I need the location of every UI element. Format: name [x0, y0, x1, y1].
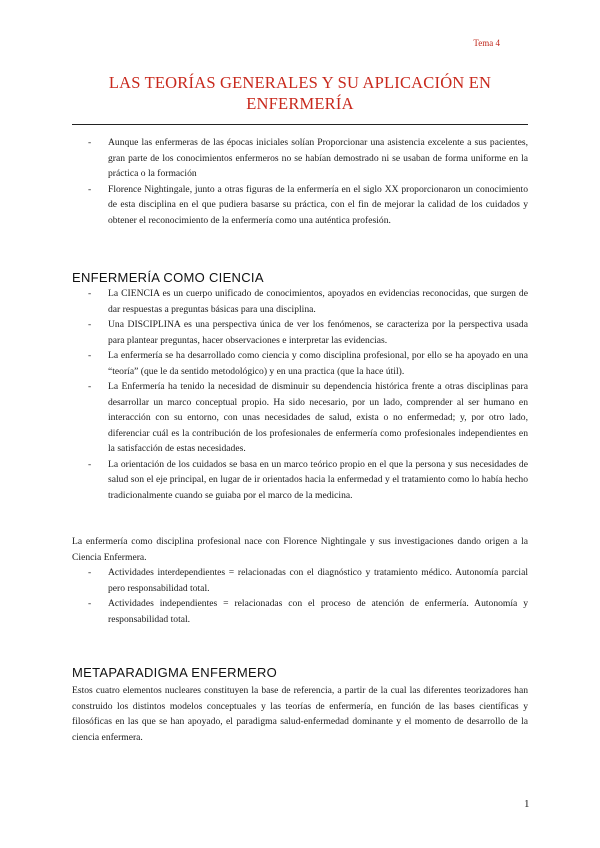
list-item: - La CIENCIA es un cuerpo unificado de conocimientos, apoyados en evidencias reconocidas, que surgen de dar respuestas a preguntas básicas para una disciplina.: [108, 286, 528, 317]
title-divider: [72, 124, 528, 125]
list-item: - Actividades interdependientes = relacionadas con el diagnóstico y tratamiento médico. Autonomía parcial pero responsabilidad total.: [108, 565, 528, 596]
page-title: [70, 72, 530, 114]
page-title-line-1: LAS TEORÍAS GENERALES Y SU APLICACIÓN EN: [108, 73, 492, 92]
section-heading-metaparadigma: [72, 665, 277, 680]
chapter-label: Tema 4: [473, 38, 500, 48]
section-heading-ciencia: [72, 270, 264, 285]
list-item: - La orientación de los cuidados se basa en un marco teórico propio en el que la persona y sus necesidades de salud son el eje principal, en lugar de ir orientados hacia la enfermedad y el tratamiento como lo había hecho tradicionalmente cuando se guiaba por el marco de la medicina.: [108, 457, 528, 504]
intro-section: [72, 135, 528, 228]
list-item: - Actividades independientes = relacionadas con el proceso de atención de enfermería. Autonomía y responsabilidad total.: [108, 596, 528, 627]
ciencia-list: [72, 286, 528, 503]
page-title-line-2: ENFERMERÍA: [246, 94, 354, 113]
list-item: - Florence Nightingale, junto a otras figuras de la enfermería en el siglo XX proporcionaron un conocimiento de esta disciplina en el que pudiera basarse su práctica, con el fin de mejorar la calidad de los cuidados y obtener el reconocimiento de la enfermería como una auténtica profesión.: [108, 182, 528, 229]
ciencia-section: [72, 286, 528, 503]
activities-list: [72, 565, 528, 627]
list-item: - La enfermería se ha desarrollado como ciencia y como disciplina profesional, por ello se ha apoyado en una “teoría” (que le da sentido metodológico) y en una practica (que la hace útil).: [108, 348, 528, 379]
list-item: - Una DISCIPLINA es una perspectiva única de ver los fenómenos, se caracteriza por la perspectiva usada para plantear preguntas, hacer observaciones e interpretar las evidencias.: [108, 317, 528, 348]
section-heading: METAPARADIGMA ENFERMERO: [72, 665, 278, 680]
page-number: 1: [524, 798, 530, 810]
list-item: - Aunque las enfermeras de las épocas iniciales solían Proporcionar una asistencia excelente a sus pacientes, gran parte de los conocimientos enfermeros no se habían demostrado ni se usaban de forma uniforme en la práctica o la formación: [108, 135, 528, 182]
intro-list: [72, 135, 528, 228]
section-heading: ENFERMERÍA COMO CIENCIA: [72, 270, 264, 285]
paragraph: La enfermería como disciplina profesional nace con Florence Nightingale y sus investigaciones dando origen a la Ciencia Enfermera.: [72, 536, 528, 563]
disciplina-paragraph-block: [72, 534, 528, 627]
list-item: - La Enfermería ha tenido la necesidad de disminuir su dependencia histórica frente a otras disciplinas para desarrollar un marco conceptual propio. Ha sido necesario, por un lado, comprender al ser humano en interacción con su entorno, con unas necesidades de salud, exista o no enfermedad; y, por otro lado, diferenciar cuál es la contribución de los profesionales de enfermería como profesionales independientes en la satisfacción de estas necesidades.: [108, 379, 528, 457]
metaparadigma-paragraph: Estos cuatro elementos nucleares constituyen la base de referencia, a partir de la cual las diferentes teorizadores han construido los distintos modelos conceptuales y las teorías de enfermería, en función de las bases científicas y filosóficas en las que se han apoyado, el paradigma salud-enfermedad dominante y el momento de desarrollo de la ciencia enfermera.: [72, 685, 528, 743]
